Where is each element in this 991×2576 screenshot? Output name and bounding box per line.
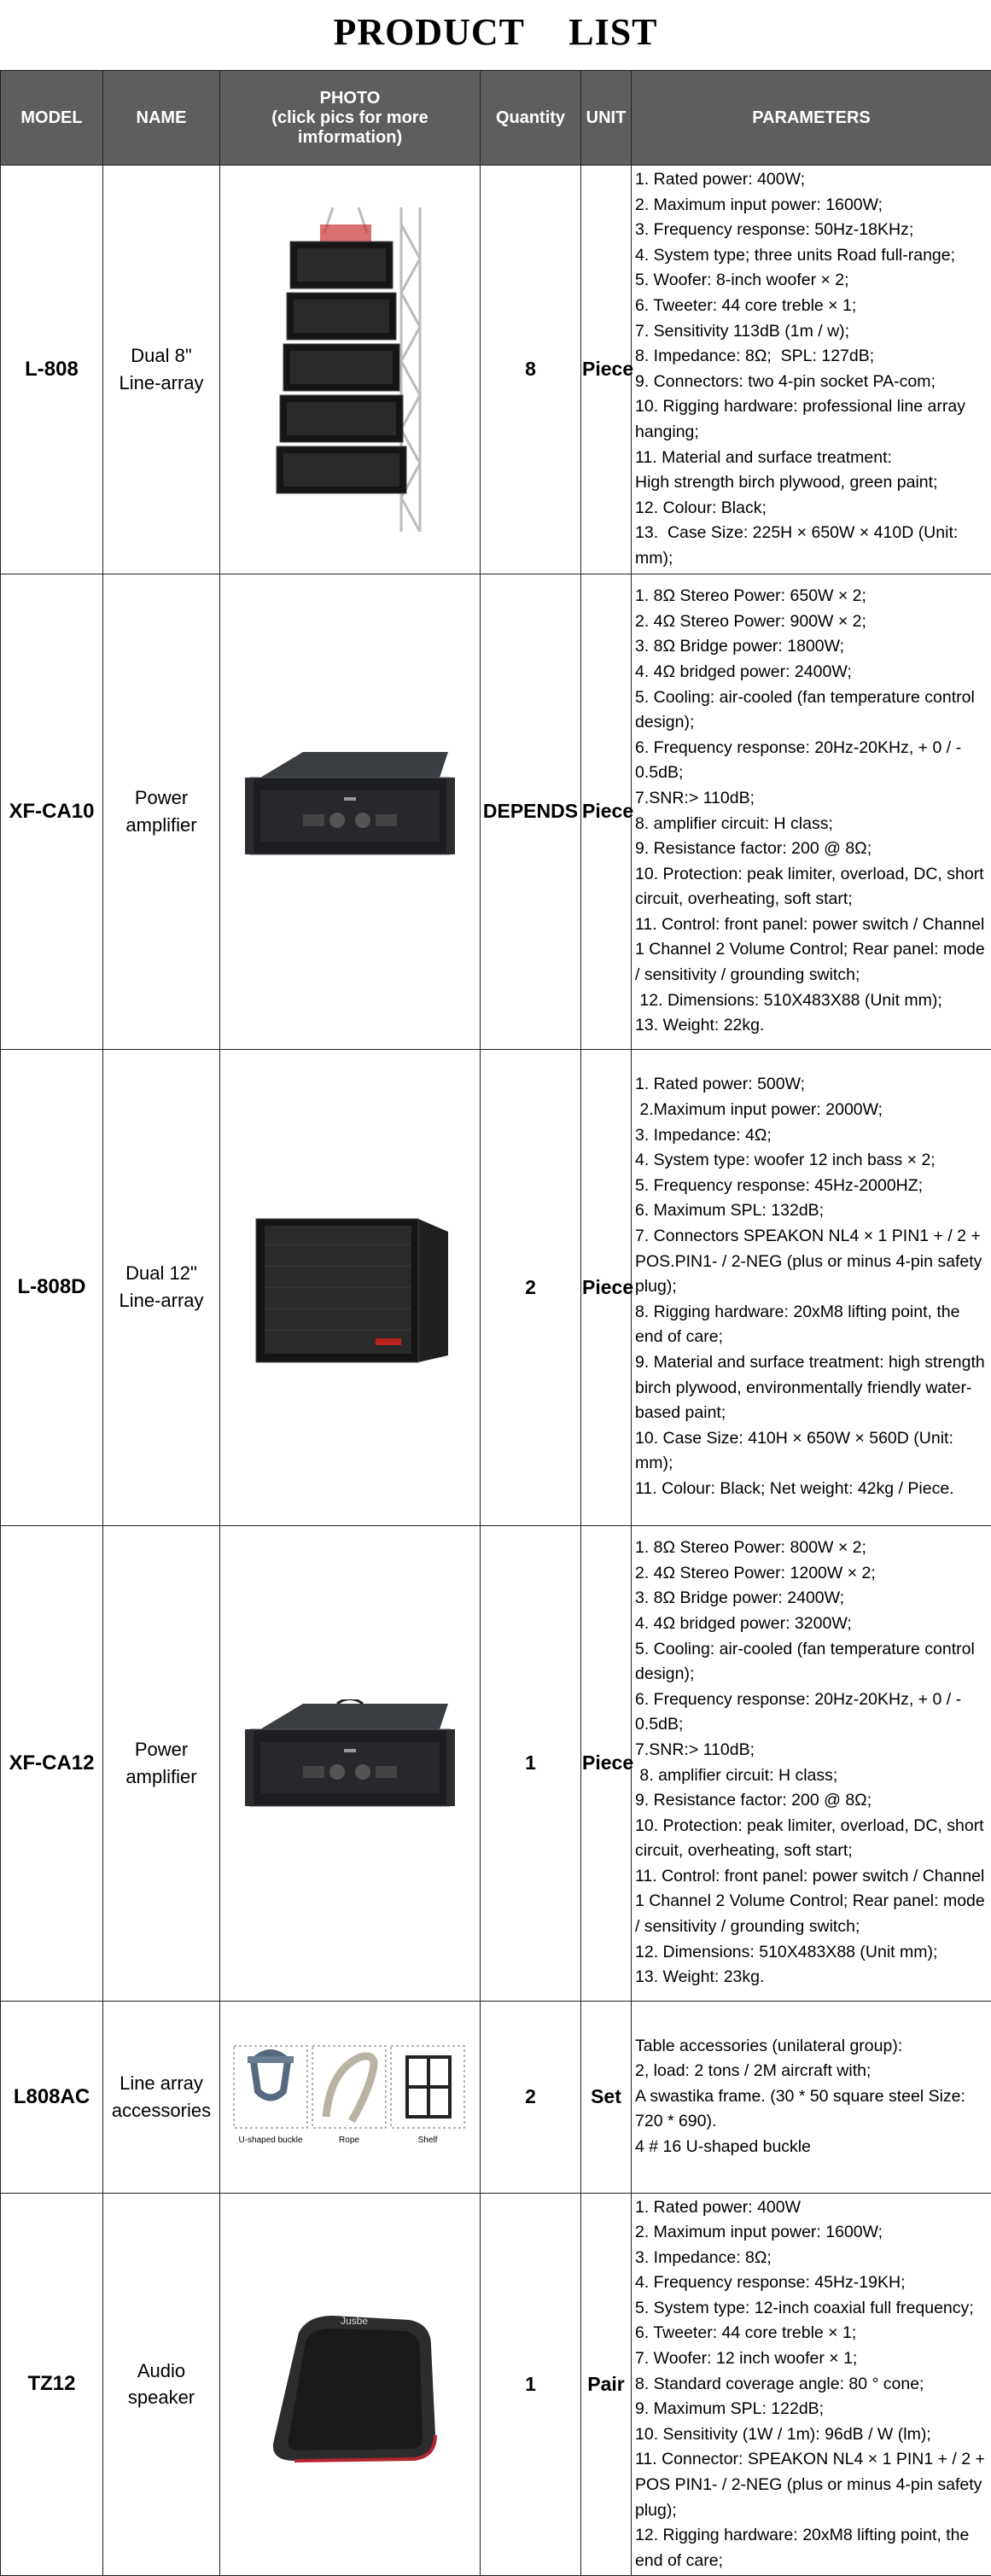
column-header-quantity: Quantity [481,71,581,166]
column-header-unit: UNIT [581,71,632,166]
name-cell: Power amplifier [103,1525,220,2001]
parameters-text: 1. 8Ω Stereo Power: 800W × 2; 2. 4Ω Stereo Power: 1200W × 2; 3. 8Ω Bridge power: 2400W; 4. 4Ω bridged power: 3200W; 5. Cooling: air-cooled (fan temperature control design); 6. Frequency response: 20Hz-20KHz, + 0 / - 0.5dB; 7.SNR:> 110dB; 8. amplifier circuit: H class; 9. Resistance factor: 200 @ 8Ω; 10. Protection: peak limiter, overload, DC, short circuit, overheating, soft start; 11. Control: front panel: power switch / Channel 1 Channel 2 Volume Control; Rear panel: mode / sensitivity / grounding switch; 12. Dimensions: 510X483X88 (Unit mm); 13. Weight: 23kg. [635,1536,988,1990]
table-row [1,574,991,1049]
product-photo-link[interactable] [220,2001,481,2193]
rope-icon [326,2056,374,2121]
name-cell: Dual 8" Line-array [103,166,220,574]
table-row [1,166,991,574]
parameters-cell [632,2001,991,2193]
shelf-frame-icon [407,2057,450,2117]
parameters-text: 1. Rated power: 400W 2. Maximum input power: 1600W; 3. Impedance: 8Ω; 4. Frequency response: 45Hz-19KH; 5. System type: 12-inch coaxial full frequency; 6. Tweeter: 44 core treble × 1; 7. Woofer: 12 inch woofer × 1; 8. Standard coverage angle: 80 ° cone; 9. Maximum SPL: 122dB; 10. Sensitivity (1W / 1m): 96dB / W (lm); 11. Connector: SPEAKON NL4 × 1 PIN1 + / 2 + POS PIN1- / 2-NEG (plus or minus 4-pin safety plug); 12. Rigging hardware: 20xM8 lifting point, the end of care; [635,2195,988,2574]
u-shaped-buckle-icon [248,2053,294,2098]
product-photo-link[interactable] [220,1049,481,1525]
parameters-cell [632,1525,991,2001]
parameters-cell [632,2193,991,2576]
parameters-text: 1. 8Ω Stereo Power: 650W × 2; 2. 4Ω Stereo Power: 900W × 2; 3. 8Ω Bridge power: 1800W; 4. 4Ω bridged power: 2400W; 5. Cooling: air-cooled (fan temperature control design); 6. Frequency response: 20Hz-20KHz, + 0 / - 0.5dB; 7.SNR:> 110dB; 8. amplifier circuit: H class; 9. Resistance factor: 200 @ 8Ω; 10. Protection: peak limiter, overload, DC, short circuit, overheating, soft start; 11. Control: front panel: power switch / Channel 1 Channel 2 Volume Control; Rear panel: mode / sensitivity / grounding switch; 12. Dimensions: 510X483X88 (Unit mm); 13. Weight: 22kg. [635,584,988,1039]
column-header-photo [220,71,481,166]
line-array-photo [273,207,427,532]
column-header-model: MODEL [1,71,103,166]
photo-header-label: PHOTO [320,89,381,108]
unit-cell: Piece [581,574,632,1049]
photo-caption: Shelf [418,2136,438,2145]
subwoofer-photo [248,1210,452,1364]
column-header-name: NAME [103,71,220,166]
column-header-parameters: PARAMETERS [632,71,991,166]
photo-header-note: (click pics for more imformation) [221,108,479,148]
table-row [1,2001,991,2193]
parameters-cell [632,166,991,574]
power-amplifier-photo [243,748,457,876]
parameters-cell [632,574,991,1049]
unit-cell: Pair [581,2193,632,2576]
unit-cell: Set [581,2001,632,2193]
quantity-cell: DEPENDS [481,574,581,1049]
model-cell: L808AC [1,2001,103,2193]
model-cell: L-808 [1,166,103,574]
table-row [1,1525,991,2001]
unit-cell: Piece [581,1049,632,1525]
model-cell: L-808D [1,1049,103,1525]
quantity-cell: 8 [481,166,581,574]
product-table [0,70,991,2576]
photo-caption: U-shaped buckle [238,2136,302,2145]
table-header-row [1,71,991,166]
parameters-text: 1. Rated power: 500W; 2.Maximum input power: 2000W; 3. Impedance: 4Ω; 4. System type: woofer 12 inch bass × 2; 5. Frequency response: 45Hz-2000HZ; 6. Maximum SPL: 132dB; 7. Connectors SPEAKON NL4 × 1 PIN1 + / 2 + POS.PIN1- / 2-NEG (plus or minus 4-pin safety plug); 8. Rigging hardware: 20xM8 lifting point, the end of care; 9. Material and surface treatment: high strength birch plywood, environmentally friendly water-based paint; 10. Case Size: 410H × 650W × 560D (Unit: mm); 11. Colour: Black; Net weight: 42kg / Piece. [635,1072,988,1501]
unit-cell: Piece [581,1525,632,2001]
name-cell: Power amplifier [103,574,220,1049]
product-photo-link[interactable] [220,166,481,574]
model-cell: XF-CA10 [1,574,103,1049]
stage-monitor-photo [256,2299,444,2469]
quantity-cell: 2 [481,1049,581,1525]
page-title: PRODUCT LIST [0,10,991,54]
unit-cell: Piece [581,166,632,574]
brand-logo: Jusbe [341,2315,368,2327]
model-cell: TZ12 [1,2193,103,2576]
quantity-cell: 1 [481,1525,581,2001]
name-cell: Line array accessories [103,2001,220,2193]
quantity-cell: 2 [481,2001,581,2193]
parameters-text: Table accessories (unilateral group): 2, load: 2 tons / 2M aircraft with; A swastika frame. (30 * 50 square steel Size: 720 * 690). 4 # 16 U-shaped buckle [635,2034,988,2160]
product-photo-link[interactable] [220,1525,481,2001]
table-row [1,1049,991,1525]
parameters-text: 1. Rated power: 400W; 2. Maximum input power: 1600W; 3. Frequency response: 50Hz-18KHz; 4. System type; three units Road full-range; 5. Woofer: 8-inch woofer × 2; 6. Tweeter: 44 core treble × 1; 7. Sensitivity 113dB (1m / w); 8. Impedance: 8Ω; SPL: 127dB; 9. Connectors: two 4-pin socket PA-com; 10. Rigging hardware: professional line array hanging; 11. Material and surface treatment: High strength birch plywood, green paint; 12. Colour: Black; 13. Case Size: 225H × 650W × 410D (Unit: mm); [635,167,988,572]
photo-caption: Rope [339,2136,359,2145]
name-cell: Dual 12" Line-array [103,1049,220,1525]
name-cell: Audio speaker [103,2193,220,2576]
model-cell: XF-CA12 [1,1525,103,2001]
product-photo-link[interactable] [220,574,481,1049]
table-row [1,2193,991,2576]
accessories-photo [232,2044,468,2150]
parameters-cell [632,1049,991,1525]
product-photo-link[interactable] [220,2193,481,2576]
power-amplifier-photo [243,1699,457,1827]
quantity-cell: 1 [481,2193,581,2576]
